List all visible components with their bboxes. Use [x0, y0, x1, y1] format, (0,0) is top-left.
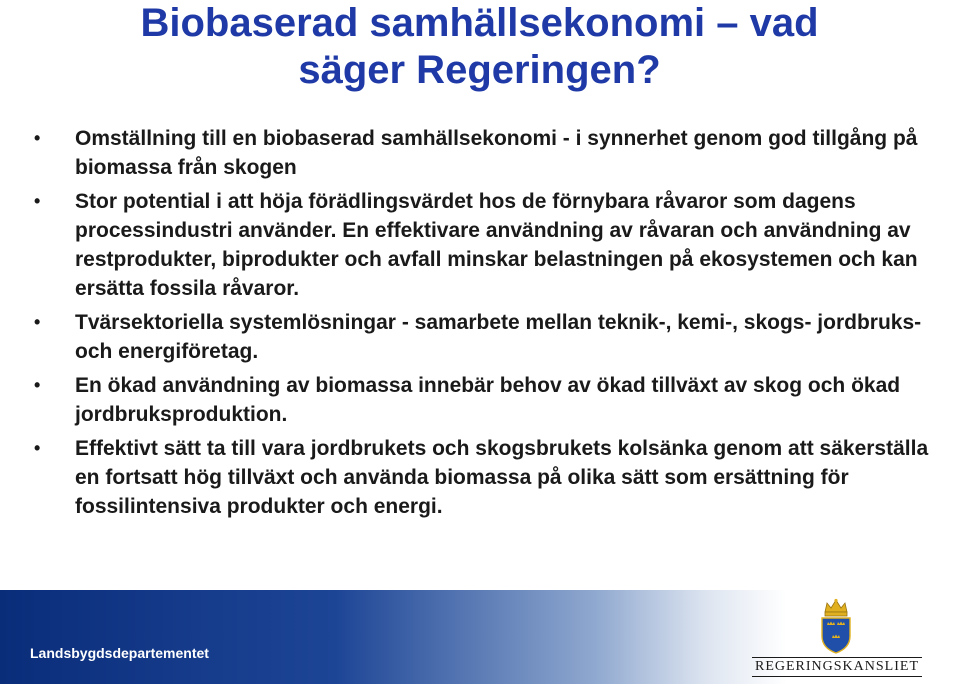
bullet-text-1: Omställning till en biobaserad samhällsekonomi - i synnerhet genom god tillgång på biomassa från skogen [75, 127, 918, 179]
bullet-item-4 [30, 371, 930, 429]
footer-band [0, 590, 959, 684]
bullet-marker: • [34, 312, 41, 332]
bullet-text-4: En ökad användning av biomassa innebär behov av ökad tillväxt av skog och ökad jordbruksproduktion. [75, 374, 901, 426]
bullet-list [30, 124, 930, 526]
bullet-marker: • [34, 375, 41, 395]
bullet-marker: • [34, 128, 41, 148]
bullet-text-5: Effektivt sätt ta till vara jordbrukets och skogsbrukets kolsänka genom att säkerställa en fortsatt hög tillväxt och använda biomassa på olika sätt som ersättning för fossilintensiva produkter och energi. [75, 437, 929, 518]
department-name: Landsbygdsdepartementet [30, 645, 209, 661]
bullet-item-3 [30, 308, 930, 366]
crowned-three-crowns-shield-icon [818, 598, 854, 654]
regeringskansliet-logo [752, 598, 922, 682]
logo-wordmark: REGERINGSKANSLIET [752, 657, 922, 677]
bullet-marker: • [34, 191, 41, 211]
slide-title [0, 0, 959, 94]
bullet-text-3: Tvärsektoriella systemlösningar - samarbete mellan teknik-, kemi-, skogs- jordbruks- och energiföretag. [75, 311, 922, 363]
bullet-text-2: Stor potential i att höja förädlingsvärdet hos de förnybara råvaror som dagens processindustri använder. En effektivare användning av råvaran och användning av restprodukter, biprodukter och avfall minskar belastningen på ekosystemen och kan ersätta fossila råvaror. [75, 190, 918, 300]
bullet-item-1 [30, 124, 930, 182]
slide-title-line-2: säger Regeringen? [298, 48, 661, 92]
bullet-item-2 [30, 187, 930, 303]
bullet-item-5 [30, 434, 930, 521]
slide-title-line-1: Biobaserad samhällsekonomi – vad [140, 1, 819, 45]
bullet-marker: • [34, 438, 41, 458]
